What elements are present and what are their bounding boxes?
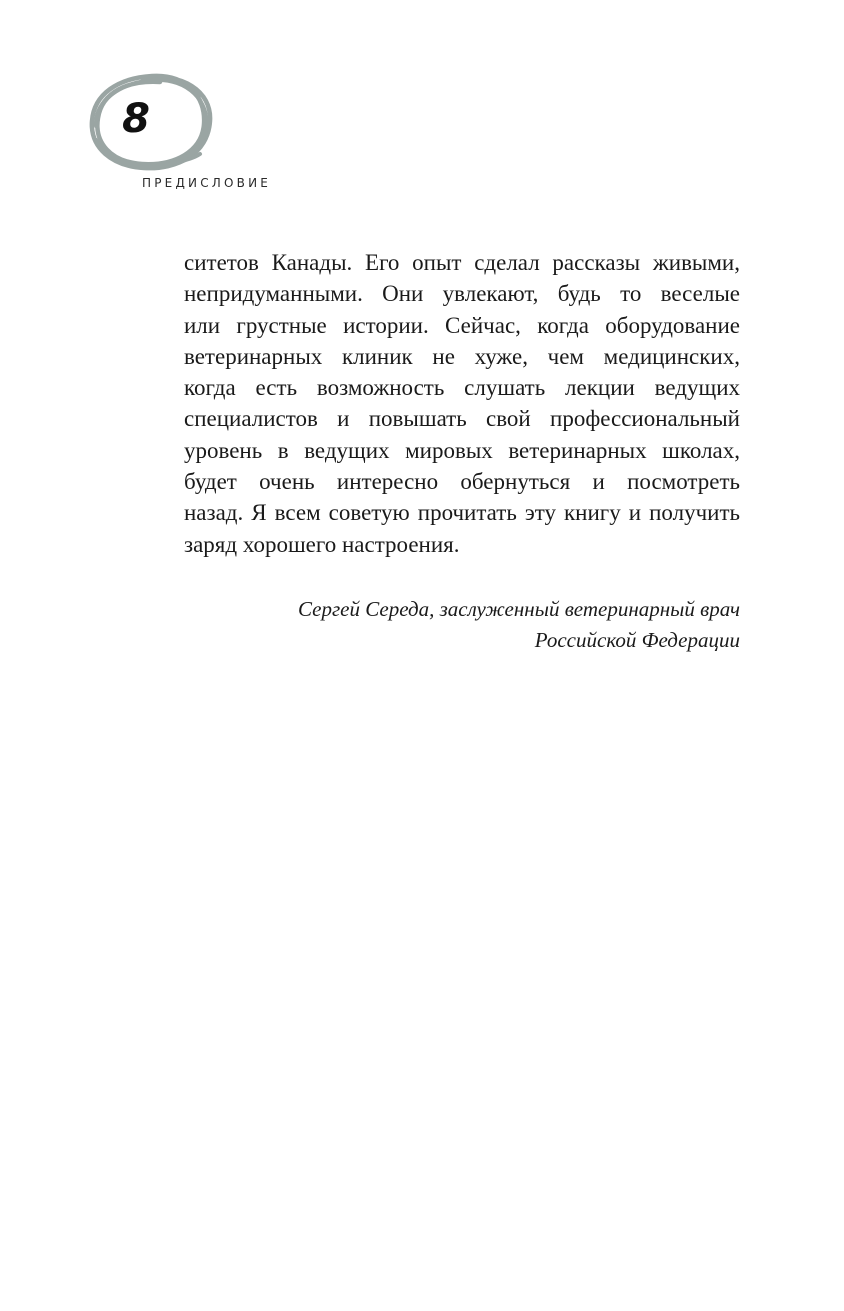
page-number: 8	[122, 96, 150, 142]
signature-author: Сергей Середа, заслуженный ветеринарный врач	[297, 597, 740, 621]
page-number-badge	[82, 66, 218, 176]
body-line: назад. Я всем советую прочитать эту книгу и получить	[184, 500, 740, 526]
body-line: ветеринарных клиник не хуже, чем медицинских,	[184, 343, 740, 369]
signature-affiliation: Российской Федерации	[534, 628, 740, 652]
body-line: уровень в ведущих мировых ветеринарных школах,	[184, 437, 740, 463]
body-line: ситетов Канады. Его опыт сделал рассказы живыми,	[184, 250, 740, 275]
body-line: будет очень интересно обернуться и посмотреть	[184, 469, 740, 495]
body-line: или грустные истории. Сейчас, когда оборудование	[184, 312, 740, 338]
body-line: когда есть возможность слушать лекции ведущих	[184, 375, 740, 401]
body-line: заряд хорошего настроения.	[184, 531, 460, 557]
section-title: ПРЕДИСЛОВИЕ	[142, 176, 272, 190]
body-line: непридуманными. Они увлекают, будь то веселые	[184, 281, 740, 307]
body-paragraph	[184, 247, 740, 560]
signature	[184, 594, 740, 656]
body-line: специалистов и повышать свой профессиональный	[184, 406, 740, 432]
